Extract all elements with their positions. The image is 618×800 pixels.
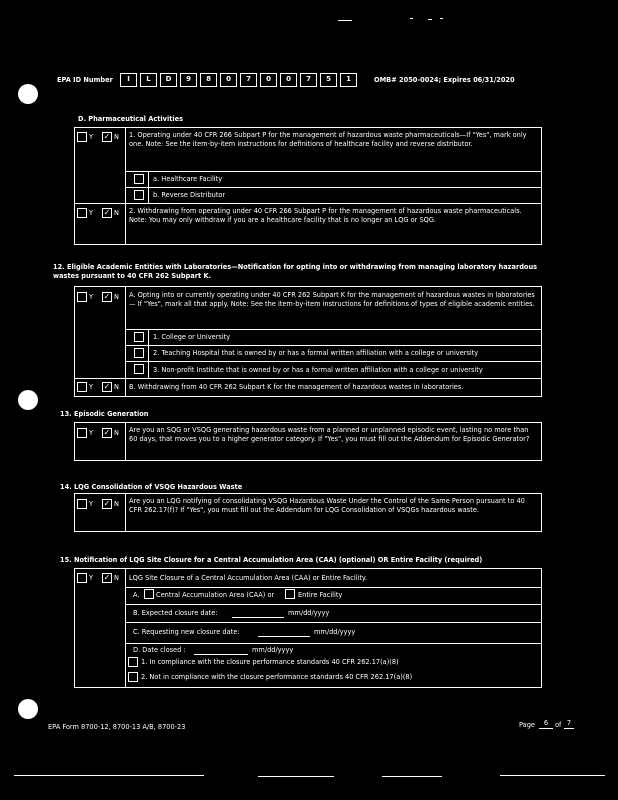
caa-checkbox[interactable] bbox=[144, 589, 154, 599]
table-divider bbox=[74, 378, 542, 379]
table-divider bbox=[125, 643, 542, 644]
epa-id-digit: I bbox=[120, 73, 137, 87]
section-13-title: 13. Episodic Generation bbox=[60, 410, 149, 418]
section-14-title: 14. LQG Consolidation of VSQG Hazardous Waste bbox=[60, 483, 243, 491]
scan-speck bbox=[440, 18, 443, 19]
table-divider bbox=[125, 187, 542, 188]
of-label: of bbox=[555, 721, 562, 729]
table-divider bbox=[125, 127, 126, 245]
epa-id-digit: 5 bbox=[320, 73, 337, 87]
d2-question: 2. Withdrawing from operating under 40 CFR 266 Subpart P for the management of hazardous waste pharmaceuticals. Note: You may only withdraw if you are a healthcare facility that is no longer an LQG or SQG. bbox=[129, 207, 522, 224]
table-divider bbox=[125, 171, 542, 172]
reverse-distributor-checkbox[interactable] bbox=[134, 190, 144, 200]
epa-id-digit: 1 bbox=[340, 73, 357, 87]
section-12-title: 12. Eligible Academic Entities with Laboratories—Notification for opting into or withdrawing from managing laboratory hazardous wastes pursuant to 40 CFR 262 Subpart K. bbox=[53, 263, 538, 280]
scan-speck bbox=[428, 19, 432, 20]
no-label: N bbox=[114, 133, 119, 141]
page-label: Page bbox=[519, 721, 535, 729]
no-label: N bbox=[114, 209, 119, 217]
table-divider bbox=[125, 286, 126, 397]
expected-closure-date-field[interactable] bbox=[232, 617, 284, 618]
not-in-compliance-label: 2. Not in compliance with the closure performance standards 40 CFR 262.17(a)(8) bbox=[141, 673, 413, 681]
teaching-hospital-checkbox[interactable] bbox=[134, 348, 144, 358]
reverse-distributor-label: b. Reverse Distributor bbox=[153, 191, 226, 199]
table-divider bbox=[125, 361, 542, 362]
table-divider bbox=[74, 203, 542, 204]
expected-closure-format: mm/dd/yyyy bbox=[288, 609, 330, 617]
12a-yes-checkbox[interactable] bbox=[77, 292, 87, 302]
date-closed-field[interactable] bbox=[194, 654, 248, 655]
table-divider bbox=[125, 345, 542, 346]
15-no-checkbox[interactable]: ✓ bbox=[103, 573, 111, 582]
scan-speck bbox=[258, 776, 334, 777]
14-no-checkbox[interactable]: ✓ bbox=[103, 499, 111, 508]
no-label: N bbox=[114, 574, 119, 582]
table-divider bbox=[125, 622, 542, 623]
epa-id-digit: 0 bbox=[280, 73, 297, 87]
yes-label: Y bbox=[89, 209, 94, 217]
yes-label: Y bbox=[89, 574, 94, 582]
no-label: N bbox=[114, 429, 119, 437]
table-divider bbox=[125, 587, 542, 588]
yes-label: Y bbox=[89, 293, 94, 301]
14-question: Are you an LQG notifying of consolidating VSQG Hazardous Waste Under the Control of the Same Person pursuant to 40 CFR 262.17(f)? If "Yes", you must fill out the Addendum for LQG Consolidation of VSQGs hazardous waste. bbox=[129, 497, 525, 514]
in-compliance-checkbox[interactable] bbox=[128, 657, 138, 667]
15a-label: A. bbox=[133, 591, 140, 599]
in-compliance-label: 1. In compliance with the closure performance standards 40 CFR 262.17(a)(8) bbox=[141, 658, 399, 666]
nonprofit-checkbox[interactable] bbox=[134, 364, 144, 374]
new-closure-date-field[interactable] bbox=[258, 636, 310, 637]
new-closure-label: C. Requesting new closure date: bbox=[133, 628, 240, 636]
yes-label: Y bbox=[89, 383, 94, 391]
epa-id-label: EPA ID Number bbox=[57, 76, 113, 84]
12a-question: A. Opting into or currently operating under 40 CFR 262 Subpart K for the management of hazardous wastes in laboratories— If "Yes", mark all that apply. Note: See the item-by-item instructions for definitions of types of eligible academic entities. bbox=[129, 291, 535, 308]
epa-id-digit: D bbox=[160, 73, 177, 87]
scan-speck bbox=[14, 775, 204, 776]
12b-no-checkbox[interactable]: ✓ bbox=[103, 382, 111, 391]
epa-id-digit: 8 bbox=[200, 73, 217, 87]
d1-yes-checkbox[interactable] bbox=[77, 132, 87, 142]
14-yes-checkbox[interactable] bbox=[77, 499, 87, 509]
nonprofit-label: 3. Non-profit Institute that is owned by or has a formal written affiliation with a college or university bbox=[153, 366, 483, 374]
d1-no-checkbox[interactable]: ✓ bbox=[103, 132, 111, 141]
table-divider bbox=[125, 329, 542, 330]
yes-label: Y bbox=[89, 500, 94, 508]
table-divider bbox=[148, 329, 149, 378]
table-divider bbox=[148, 171, 149, 203]
no-label: N bbox=[114, 500, 119, 508]
13-no-checkbox[interactable]: ✓ bbox=[103, 428, 111, 437]
d2-no-checkbox[interactable]: ✓ bbox=[103, 208, 111, 217]
15-question: LQG Site Closure of a Central Accumulation Area (CAA) or Entire Facility. bbox=[129, 574, 367, 582]
d2-yes-checkbox[interactable] bbox=[77, 208, 87, 218]
entire-facility-checkbox[interactable] bbox=[285, 589, 295, 599]
yes-label: Y bbox=[89, 133, 94, 141]
form-number: EPA Form 8700-12, 8700-13 A/B, 8700-23 bbox=[48, 723, 186, 731]
table-divider bbox=[125, 422, 126, 461]
punch-hole bbox=[18, 390, 38, 410]
no-label: N bbox=[114, 293, 119, 301]
epa-id-digit: 7 bbox=[240, 73, 257, 87]
yes-label: Y bbox=[89, 429, 94, 437]
epa-id-digit: 0 bbox=[260, 73, 277, 87]
caa-label: Central Accumulation Area (CAA) or bbox=[156, 591, 275, 599]
epa-id-digit: 9 bbox=[180, 73, 197, 87]
table-divider bbox=[125, 493, 126, 532]
table-divider bbox=[125, 604, 542, 605]
13-question: Are you an SQG or VSQG generating hazardous waste from a planned or unplanned episodic event, lasting no more than 60 days, that moves you to a higher generator category. If "Yes", you must fill out the Addendum for Episodic Generator? bbox=[129, 426, 530, 443]
scan-speck bbox=[410, 18, 413, 19]
epa-id-digit: 0 bbox=[220, 73, 237, 87]
date-closed-format: mm/dd/yyyy bbox=[252, 646, 294, 654]
epa-id-digit: 7 bbox=[300, 73, 317, 87]
12b-question: B. Withdrawing from 40 CFR 262 Subpart K for the management of hazardous wastes in laboratories. bbox=[129, 383, 464, 391]
page-total: 7 bbox=[564, 719, 574, 729]
page-number: 6 bbox=[539, 719, 553, 729]
punch-hole bbox=[18, 84, 38, 104]
15-yes-checkbox[interactable] bbox=[77, 573, 87, 583]
healthcare-facility-label: a. Healthcare Facility bbox=[153, 175, 223, 183]
13-yes-checkbox[interactable] bbox=[77, 428, 87, 438]
teaching-hospital-label: 2. Teaching Hospital that is owned by or has a formal written affiliation with a college or university bbox=[153, 349, 479, 357]
12b-yes-checkbox[interactable] bbox=[77, 382, 87, 392]
punch-hole bbox=[18, 699, 38, 719]
date-closed-label: D. Date closed : bbox=[133, 646, 186, 654]
entire-facility-label: Entire Facility bbox=[298, 591, 343, 599]
scan-speck bbox=[382, 776, 442, 777]
table-divider bbox=[125, 568, 126, 688]
college-checkbox[interactable] bbox=[134, 332, 144, 342]
12a-no-checkbox[interactable]: ✓ bbox=[103, 292, 111, 301]
healthcare-facility-checkbox[interactable] bbox=[134, 174, 144, 184]
scan-speck bbox=[500, 775, 605, 776]
omb-number: OMB# 2050-0024; Expires 06/31/2020 bbox=[374, 76, 515, 84]
expected-closure-label: B. Expected closure date: bbox=[133, 609, 218, 617]
epa-id-digit: L bbox=[140, 73, 157, 87]
scan-speck bbox=[338, 20, 352, 21]
d1-question: 1. Operating under 40 CFR 266 Subpart P for the management of hazardous waste pharmaceuticals—If "Yes", mark only one. Note: See the item-by-item instructions for definitions of healthcare facility and reverse distributor. bbox=[129, 131, 527, 148]
not-in-compliance-checkbox[interactable] bbox=[128, 672, 138, 682]
section-d-title: D. Pharmaceutical Activities bbox=[78, 115, 184, 123]
new-closure-format: mm/dd/yyyy bbox=[314, 628, 356, 636]
section-15-title: 15. Notification of LQG Site Closure for a Central Accumulation Area (CAA) (optional) OR Entire Facility (required) bbox=[60, 556, 483, 564]
no-label: N bbox=[114, 383, 119, 391]
college-label: 1. College or University bbox=[153, 333, 231, 341]
